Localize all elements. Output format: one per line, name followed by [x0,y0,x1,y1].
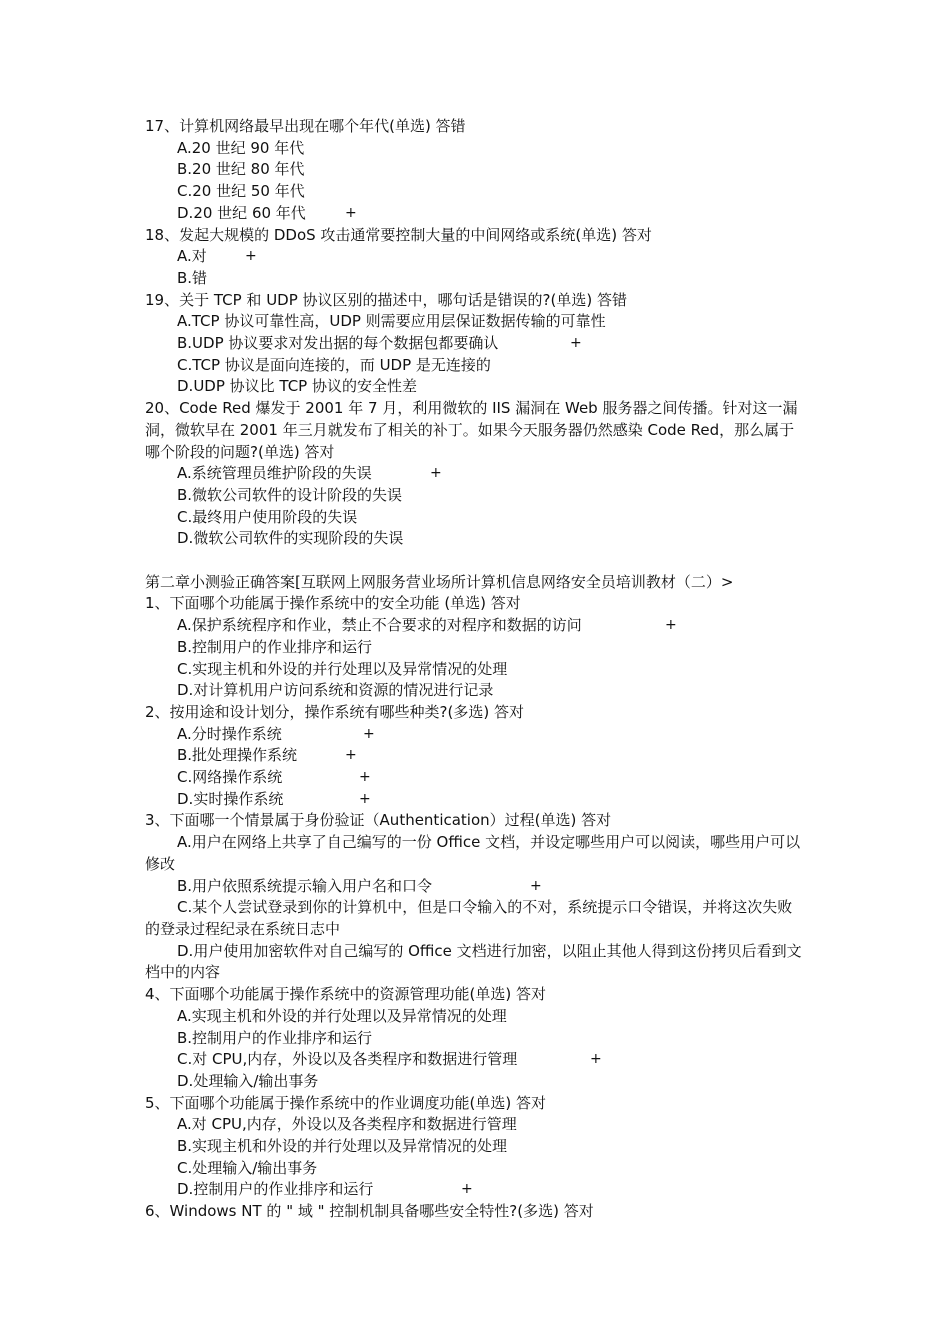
option-text: A.实现主机和外设的并行处理以及异常情况的处理 [177,1006,507,1025]
correct-answer-mark: + [430,465,442,482]
answer-option [145,159,805,181]
answer-option [145,767,805,789]
option-text: B.UDP 协议要求对发出据的每个数据包都要确认 [177,334,499,353]
correct-answer-mark: + [665,617,677,634]
option-text: B.20 世纪 80 年代 [177,160,305,179]
question-text: 19、关于 TCP 和 UDP 协议区别的描述中，哪句话是错误的?(单选) 答错 [145,290,627,309]
question-line [145,398,805,463]
question-text: 6、Windows NT 的 " 域 " 控制机制具备哪些安全特性?(多选) 答对 [145,1202,594,1221]
answer-option [145,789,805,811]
answer-option [145,528,805,550]
option-text: A.对 [177,247,207,266]
option-text: D.微软公司软件的实现阶段的失误 [177,529,404,548]
answer-option [145,463,805,485]
answer-option [145,615,805,637]
option-text: A.对 CPU,内存，外设以及各类程序和数据进行管理 [177,1115,517,1134]
option-text: B.用户依照系统提示输入用户名和口令 [177,876,433,895]
question-line [145,225,805,247]
question-line [145,116,805,138]
correct-answer-mark: + [590,1051,602,1068]
answer-option [145,724,805,746]
question-text: 18、发起大规模的 DDoS 攻击通常要控制大量的中间网络或系统(单选) 答对 [145,225,652,244]
option-text: B.微软公司软件的设计阶段的失误 [177,485,403,504]
answer-option [145,1179,805,1201]
answer-option [145,333,805,355]
option-text: A.用户在网络上共享了自己编写的一份 Office 文档，并设定哪些用户可以阅读，哪些用户可以修改 [145,833,801,873]
question-line [145,290,805,312]
answer-option [145,745,805,767]
answer-option [145,355,805,377]
option-text: B.控制用户的作业排序和运行 [177,1028,373,1047]
option-text: C.处理输入/输出事务 [177,1158,318,1177]
question-line [145,984,805,1006]
answer-option [145,832,805,875]
correct-answer-mark: + [245,248,257,265]
document-body [145,116,805,1223]
question-line [145,810,805,832]
option-text: D.UDP 协议比 TCP 协议的安全性差 [177,377,418,396]
option-text: A.TCP 协议可靠性高，UDP 则需要应用层保证数据传输的可靠性 [177,312,606,331]
answer-option [145,1136,805,1158]
question-text: 4、下面哪个功能属于操作系统中的资源管理功能(单选) 答对 [145,985,547,1004]
question-text: 3、下面哪一个情景属于身份验证（Authentication）过程(单选) 答对 [145,811,612,830]
option-text: B.实现主机和外设的并行处理以及异常情况的处理 [177,1137,508,1156]
correct-answer-mark: + [530,877,542,894]
answer-option [145,1006,805,1028]
answer-option [145,138,805,160]
question-text: 1、下面哪个功能属于操作系统中的安全功能 (单选) 答对 [145,594,521,613]
answer-option [145,246,805,268]
question-line [145,1093,805,1115]
question-line [145,1201,805,1223]
correct-answer-mark: + [359,769,371,786]
answer-option [145,1114,805,1136]
correct-answer-mark: + [363,725,375,742]
answer-option [145,637,805,659]
correct-answer-mark: + [345,204,357,221]
answer-option [145,941,805,984]
option-text: A.系统管理员维护阶段的失误 [177,464,372,483]
correct-answer-mark: + [359,790,371,807]
answer-option [145,376,805,398]
answer-option [145,203,805,225]
option-text: B.批处理操作系统 [177,746,298,765]
option-text: C.最终用户使用阶段的失误 [177,507,358,526]
answer-option [145,1158,805,1180]
answer-option [145,876,805,898]
option-text: D.控制用户的作业排序和运行 [177,1180,374,1199]
option-text: D.处理输入/输出事务 [177,1071,319,1090]
chapter-heading-text: 第二章小测验正确答案[互联网上网服务营业场所计算机信息网络安全员培训教材（二）> [145,572,734,591]
option-text: A.保护系统程序和作业，禁止不合要求的对程序和数据的访问 [177,616,582,635]
option-text: D.用户使用加密软件对自己编写的 Office 文档进行加密，以阻止其他人得到这份拷贝后看到文档中的内容 [145,941,802,982]
option-text: B.控制用户的作业排序和运行 [177,637,373,656]
answer-option [145,485,805,507]
answer-option [145,680,805,702]
option-text: D.对计算机用户访问系统和资源的情况进行记录 [177,681,494,700]
option-text: A.分时操作系统 [177,724,282,743]
correct-answer-mark: + [345,747,357,764]
option-text: B.错 [177,268,208,287]
option-text: D.20 世纪 60 年代 [177,203,306,222]
option-text: C.网络操作系统 [177,768,283,787]
answer-option [145,507,805,529]
question-line [145,593,805,615]
question-line [145,702,805,724]
chapter-heading [145,572,805,594]
option-text: C.实现主机和外设的并行处理以及异常情况的处理 [177,659,508,678]
answer-option [145,1028,805,1050]
option-text: C.某个人尝试登录到你的计算机中，但是口令输入的不对，系统提示口令错误，并将这次失败的登录过程纪录在系统日志中 [145,898,793,938]
answer-option [145,311,805,333]
option-text: C.20 世纪 50 年代 [177,182,305,201]
correct-answer-mark: + [461,1181,473,1198]
answer-option [145,897,805,940]
section-spacer [145,550,805,572]
correct-answer-mark: + [570,335,582,352]
option-text: D.实时操作系统 [177,789,284,808]
option-text: A.20 世纪 90 年代 [177,138,305,157]
question-text: 2、按用途和设计划分，操作系统有哪些种类?(多选) 答对 [145,702,524,721]
answer-option [145,659,805,681]
question-text: 17、计算机网络最早出现在哪个年代(单选) 答错 [145,117,466,135]
option-text: C.TCP 协议是面向连接的，而 UDP 是无连接的 [177,355,491,374]
question-text: 5、下面哪个功能属于操作系统中的作业调度功能(单选) 答对 [145,1093,547,1112]
answer-option [145,1071,805,1093]
answer-option [145,1049,805,1071]
question-text: 20、Code Red 爆发于 2001 年 7 月，利用微软的 IIS 漏洞在 Web 服务器之间传播。针对这一漏洞，微软早在 2001 年三月就发布了相关的补丁。如果今天服务器仍然感染 Code Red，那么属于哪个阶段的问题?(单选) 答对 [145,399,798,461]
option-text: C.对 CPU,内存，外设以及各类程序和数据进行管理 [177,1050,518,1069]
answer-option [145,181,805,203]
answer-option [145,268,805,290]
